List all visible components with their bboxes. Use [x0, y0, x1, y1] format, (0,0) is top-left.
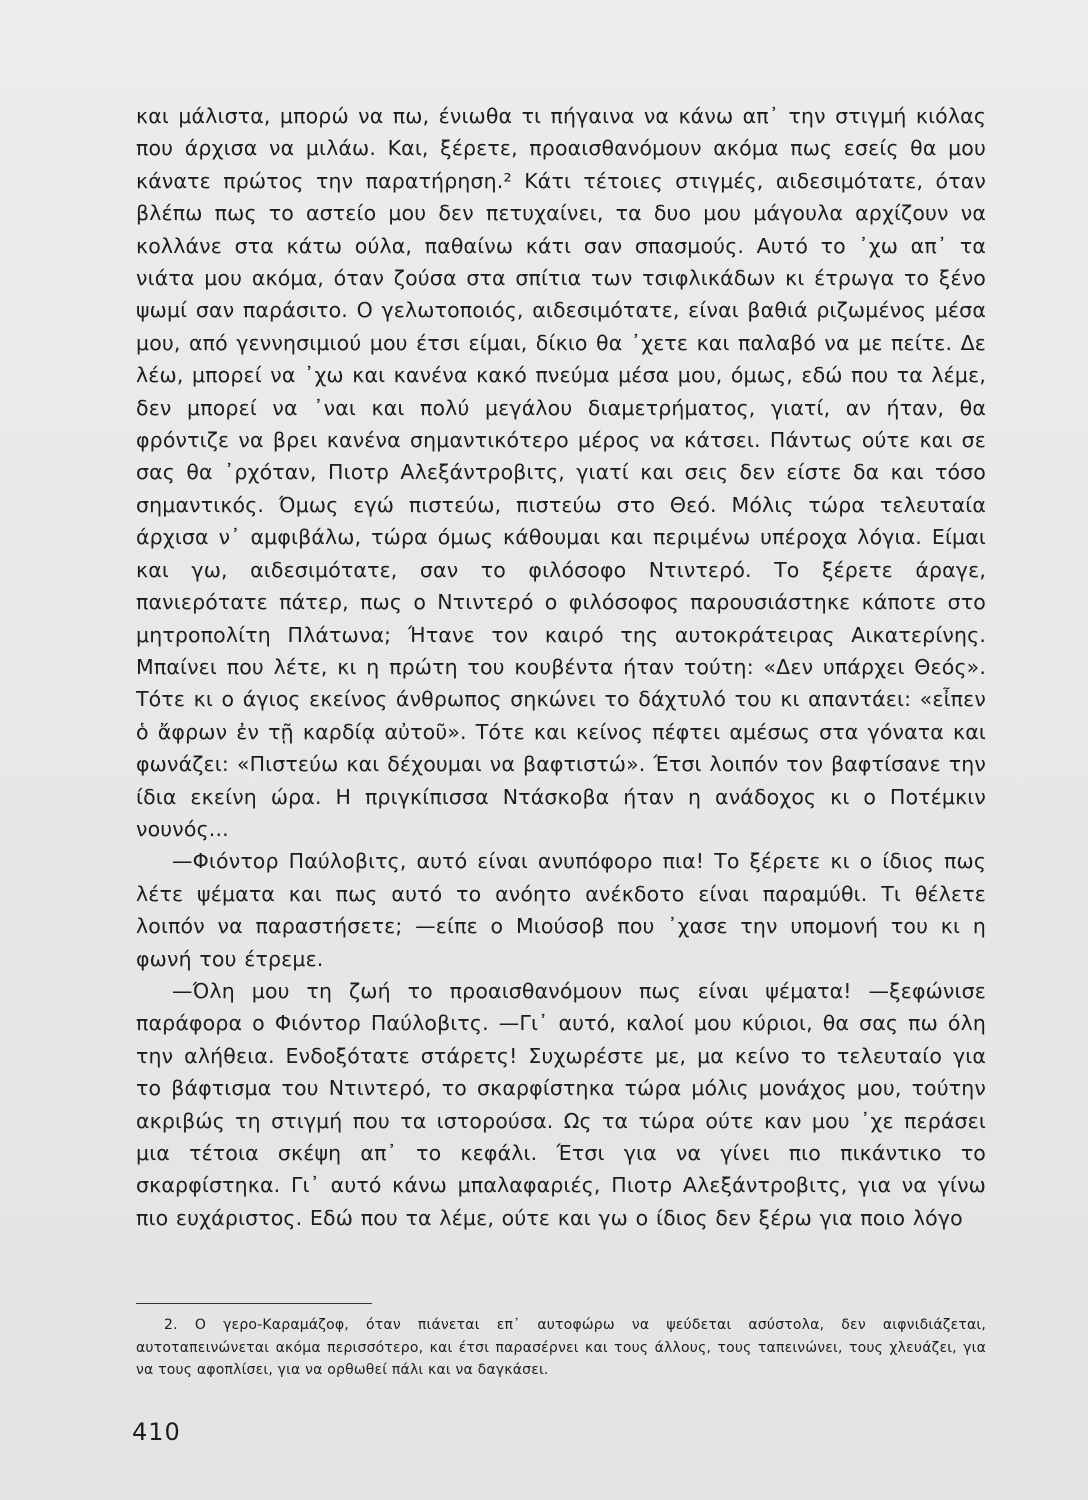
page-number: 410 [132, 1418, 181, 1446]
footnote-number: 2. [164, 1317, 178, 1333]
footnote-text: Ο γερο-Καραμάζοφ, όταν πιάνεται επ᾽ αυτοφώρω να ψεύδεται ασύστολα, δεν αιφνιδιάζεται, αυτοταπεινώνεται ακόμα περισσότερο, και έτσι παρασέρνει και τους άλλους, τους ταπεινώνει, τους χλευάζει, για να τους αφοπλίσει, για να ορθωθεί πάλι και να δαγκάσει. [136, 1317, 987, 1378]
paragraph-3: —Όλη μου τη ζωή το προαισθανόμουν πως είναι ψέματα! —ξεφώνισε παράφορα ο Φιόντορ Παύλοβιτς. —Γι᾽ αυτό, καλοί μου κύριοι, θα σας πω όλη την αλήθεια. Ενδοξότατε στάρετς! Συχωρέστε με, μα κείνο το τελευταίο για το βάφτισμα του Ντιντερό, το σκαρφίστηκα τώρα μόλις μονάχος μου, τούτην ακριβώς τη στιγμή που τα ιστορούσα. Ως τα τώρα ούτε καν μου ᾽χε περάσει μια τέτοια σκέψη απ᾽ το κεφάλι. Έτσι για να γίνει πιο πικάντικο το σκαρφίστηκα. Γι᾽ αυτό κάνω μπαλαφαριές, Πιοτρ Αλεξάντροβιτς, για να γίνω πιο ευχάριστος. Εδώ που τα λέμε, ούτε και γω ο ίδιος δεν ξέρω για ποιο λόγο [136, 978, 986, 1230]
paragraph-1: και μάλιστα, μπορώ να πω, ένιωθα τι πήγαινα να κάνω απ᾽ την στιγμή κιόλας που άρχισα να μιλάω. Και, ξέρετε, προαισθανόμουν ακόμα πως εσείς θα μου κάνατε πρώτος την παρατήρηση.² Κάτι τέτοιες στιγμές, αιδεσιμότατε, όταν βλέπω πως το αστείο μου δεν πετυχαίνει, τα δυο μου μάγουλα αρχίζουν να κολλάνε στα κάτω ούλα, παθαίνω κάτι σαν σπασμούς. Αυτό το ᾽χω απ᾽ τα νιάτα μου ακόμα, όταν ζούσα στα σπίτια των τσιφλικάδων κι έτρωγα το ξένο ψωμί σαν παράσιτο. Ο γελωτοποιός, αιδεσιμότατε, είναι βαθιά ριζωμένος μέσα μου, από γεννησιμιού μου έτσι είμαι, δίκιο θα ᾽χετε και παλαβό να με πείτε. Δε λέω, μπορεί να ᾽χω και κανένα κακό πνεύμα μέσα μου, όμως, εδώ που τα λέμε, δεν μπορεί να ᾽ναι και πολύ μεγάλου διαμετρήματος, γιατί, αν ήταν, θα φρόντιζε να βρει κανένα σημαντικότερο μέρος να κάτσει. Πάντως ούτε και σε σας θα ᾽ρχόταν, Πιοτρ Αλεξάντροβιτς, γιατί και σεις δεν είστε δα και τόσο σημαντικός. Όμως εγώ πιστεύω, πιστεύω στο Θεό. Μόλις τώρα τελευταία άρχισα ν᾽ αμφιβάλω, τώρα όμως κάθουμαι και περιμένω υπέροχα λόγια. Είμαι και γω, αιδεσιμότατε, σαν το φιλόσοφο Ντιντερό. Το ξέρετε άραγε, πανιερότατε πάτερ, πως ο Ντιντερό ο φιλόσοφος παρουσιάστηκε κάποτε στο μητροπολίτη Πλάτωνα; Ήτανε τον καιρό της αυτοκράτειρας Αικατερίνης. Μπαίνει που λέτε, κι η πρώτη του κουβέντα ήταν τούτη: «Δεν υπάρχει Θεός». Τότε κι ο άγιος εκείνος άνθρωπος σηκώνει το δάχτυλό του κι απαντάει: «εἶπεν ὁ ἄφρων ἐν τῇ καρδίᾳ αὐτοῦ». Τότε και κείνος πέφτει αμέσως στα γόνατα και φωνάζει: «Πιστεύω και δέχουμαι να βαφτιστώ». Έτσι λοιπόν τον βαφτίσανε την ίδια εκείνη ώρα. Η πριγκίπισσα Ντάσκοβα ήταν η ανάδοχος κι ο Ποτέμκιν νουνός... [136, 104, 986, 841]
footnote-divider [136, 1303, 372, 1304]
footnote [136, 1314, 986, 1382]
paragraph-2: —Φιόντορ Παύλοβιτς, αυτό είναι ανυπόφορο πια! Το ξέρετε κι ο ίδιος πως λέτε ψέματα και πως αυτό το ανόητο ανέκδοτο είναι παραμύθι. Τι θέλετε λοιπόν να παραστήσετε; —είπε ο Μιούσοβ που ᾽χασε την υπομονή του κι η φωνή του έτρεμε. [136, 849, 986, 971]
body-text [136, 100, 986, 1234]
